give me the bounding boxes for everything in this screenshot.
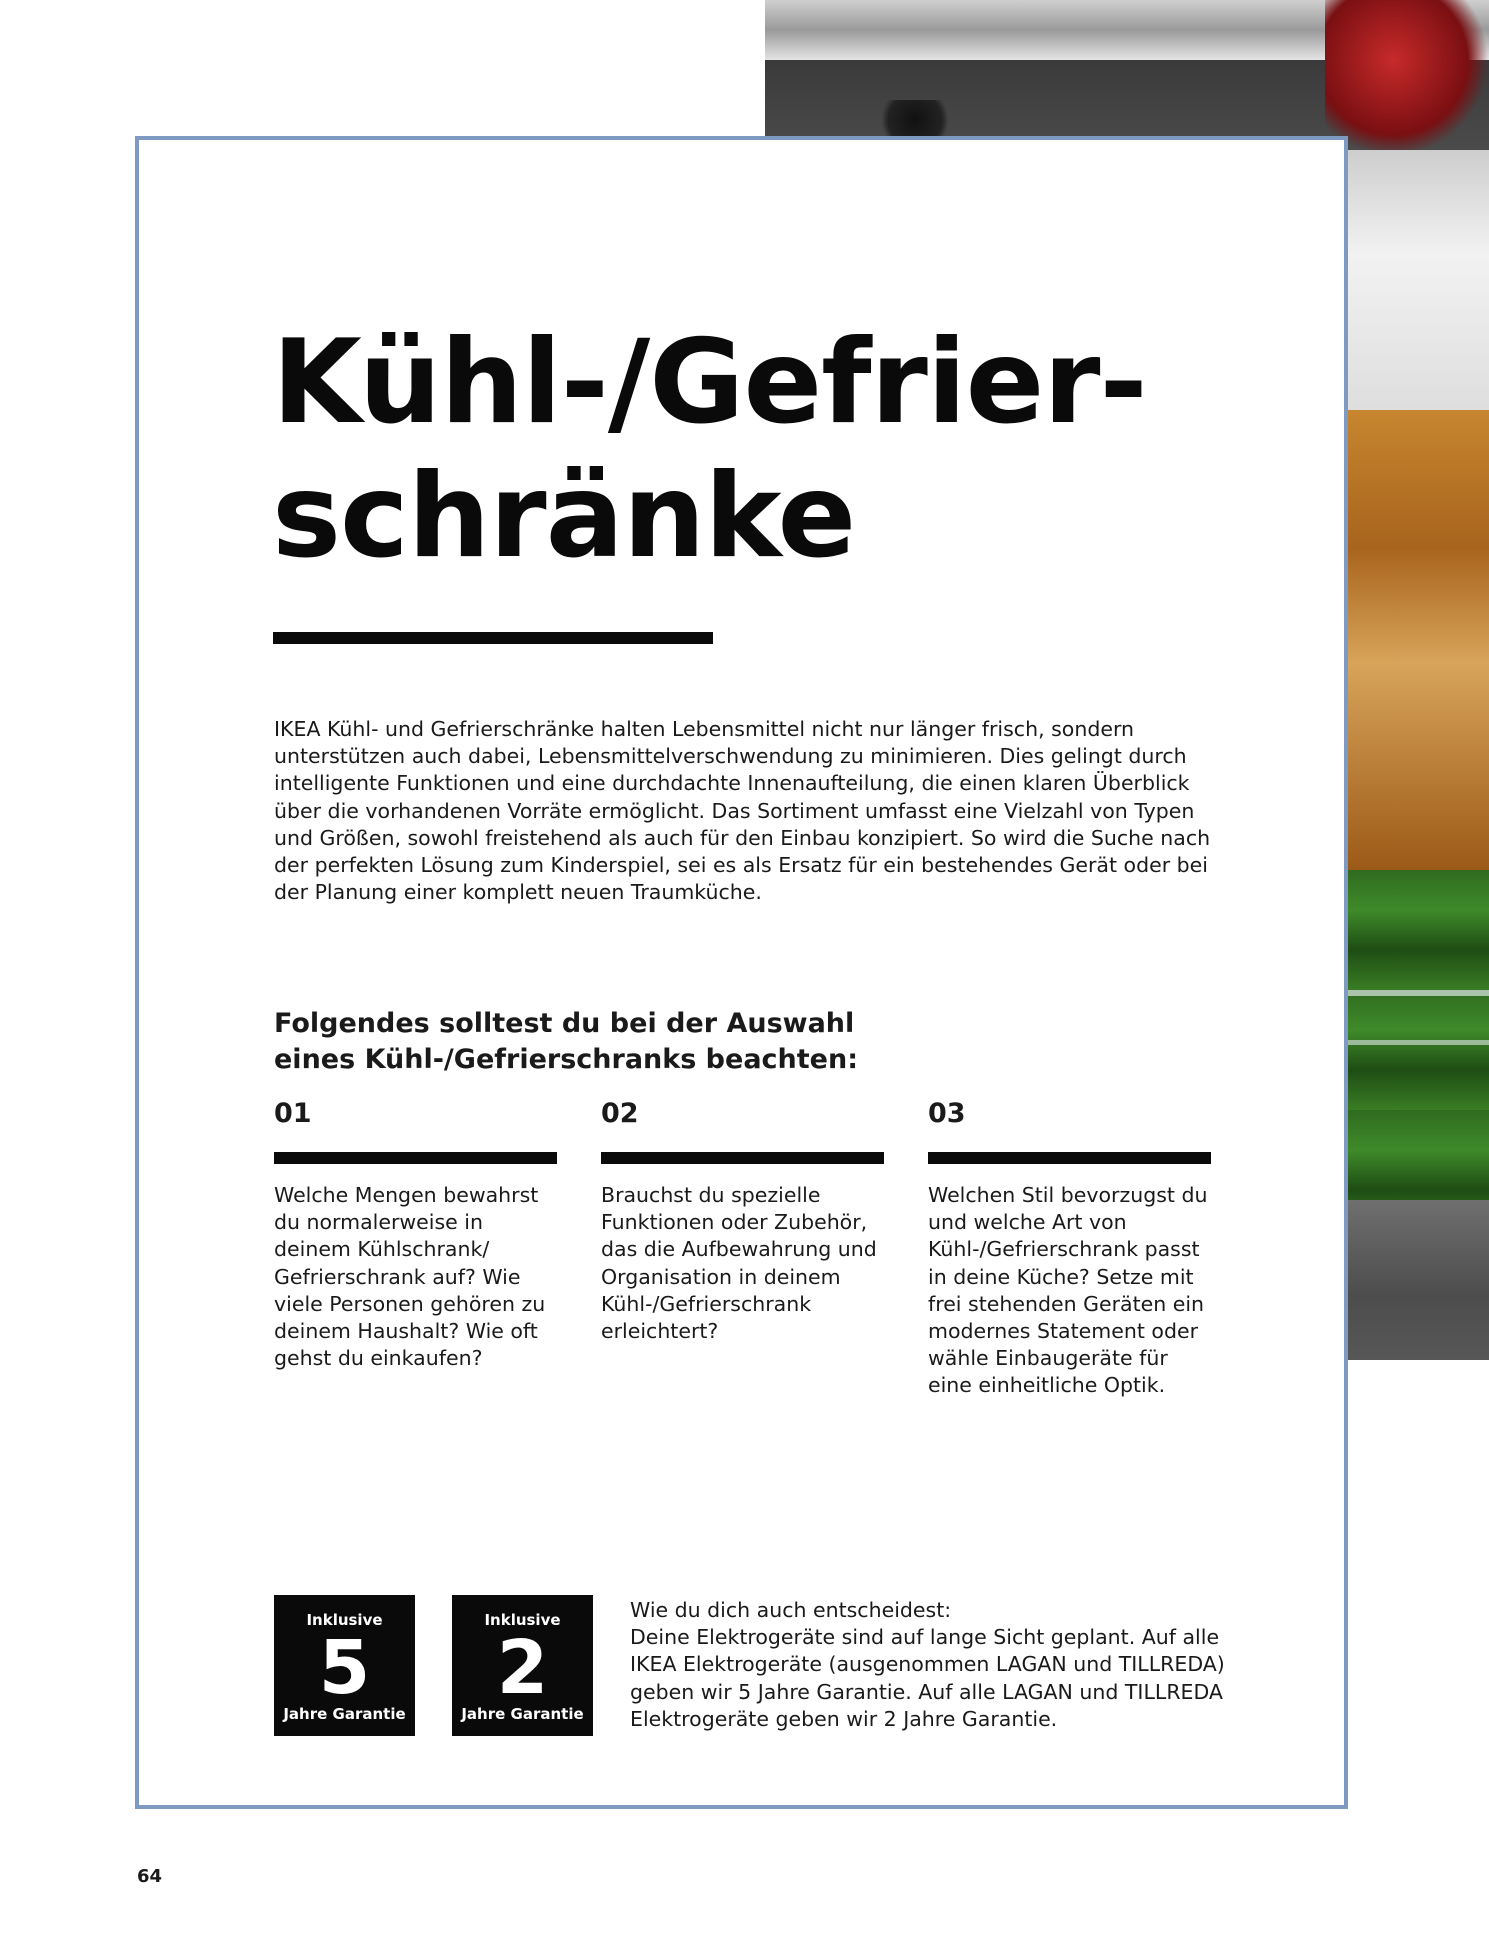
page-title-line: schränke — [272, 449, 856, 584]
tip-text: Welche Mengen bewahrst du normalerweise in deinem Kühlschrank/ Gefrierschrank auf? Wie viele Personen gehören zu deinem Haushalt? Wie oft gehst du einkaufen? — [274, 1183, 546, 1371]
tip-number: 01 — [274, 1098, 312, 1129]
guarantee-heading: Wie du dich auch entscheidest: — [630, 1598, 952, 1622]
tip-divider — [601, 1152, 884, 1164]
title-divider — [273, 632, 713, 644]
page-number: 64 — [137, 1866, 163, 1887]
warranty-badge-5-years — [274, 1595, 415, 1736]
tip-column-01 — [274, 1096, 564, 1372]
tip-column-03 — [928, 1096, 1218, 1400]
badge-number: 2 — [496, 1625, 549, 1711]
guarantee-text — [630, 1597, 1250, 1733]
strawberries — [1325, 0, 1489, 150]
guarantee-body: Deine Elektrogeräte sind auf lange Sicht geplant. Auf alle IKEA Elektrogeräte (ausgenommen LAGAN und TILLREDA) geben wir 5 Jahre Garantie. Auf alle LAGAN und TILLREDA Elektrogeräte geben wir 2 Jahre Garantie. — [630, 1625, 1225, 1731]
page-title — [272, 316, 1147, 584]
warranty-badge-2-years — [452, 1595, 593, 1736]
badge-label-top: Inklusive — [306, 1611, 383, 1629]
tip-text: Brauchst du spezielle Funktionen oder Zubehör, das die Aufbewahrung und Organisation in deinem Kühl-/Gefrierschrank erleichtert? — [601, 1183, 877, 1344]
page-title-line: Kühl-/Gefrier- — [272, 315, 1147, 450]
badge-label-bottom: Jahre Garantie — [461, 1705, 584, 1723]
badge-label-top: Inklusive — [484, 1611, 561, 1629]
tip-text: Welchen Stil bevorzugst du und welche Art von Kühl-/Gefrierschrank passt in deine Küche? Setze mit frei stehenden Geräten ein modernes Statement oder wähle Einbaugeräte für eine einheitliche Optik. — [928, 1183, 1208, 1398]
selection-heading-line: Folgendes solltest du bei der Auswahl — [274, 1008, 855, 1039]
badge-number: 5 — [318, 1625, 371, 1711]
tip-divider — [928, 1152, 1211, 1164]
selection-heading-line: eines Kühl-/Gefrierschranks beachten: — [274, 1044, 859, 1075]
tip-number: 02 — [601, 1098, 639, 1129]
intro-paragraph: IKEA Kühl- und Gefrierschränke halten Lebensmittel nicht nur länger frisch, sondern unterstützen auch dabei, Lebensmittelverschwendung zu minimieren. Dies gelingt durch intelligente Funktionen und eine durchdachte Innenaufteilung, die einen klaren Überblick über die vorhandenen Vorräte ermöglicht. Das Sortiment umfasst eine Vielzahl von Typen und Größen, sowohl freistehend als auch für den Einbau konzipiert. So wird die Suche nach der perfekten Lösung zum Kinderspiel, sei es als Ersatz für ein bestehendes Gerät oder bei der Planung einer komplett neuen Traumküche. — [274, 717, 1211, 905]
tip-divider — [274, 1152, 557, 1164]
berries — [875, 100, 955, 140]
tip-column-02 — [601, 1096, 891, 1345]
badge-label-bottom: Jahre Garantie — [283, 1705, 406, 1723]
tip-number: 03 — [928, 1098, 966, 1129]
selection-heading — [274, 1006, 974, 1078]
